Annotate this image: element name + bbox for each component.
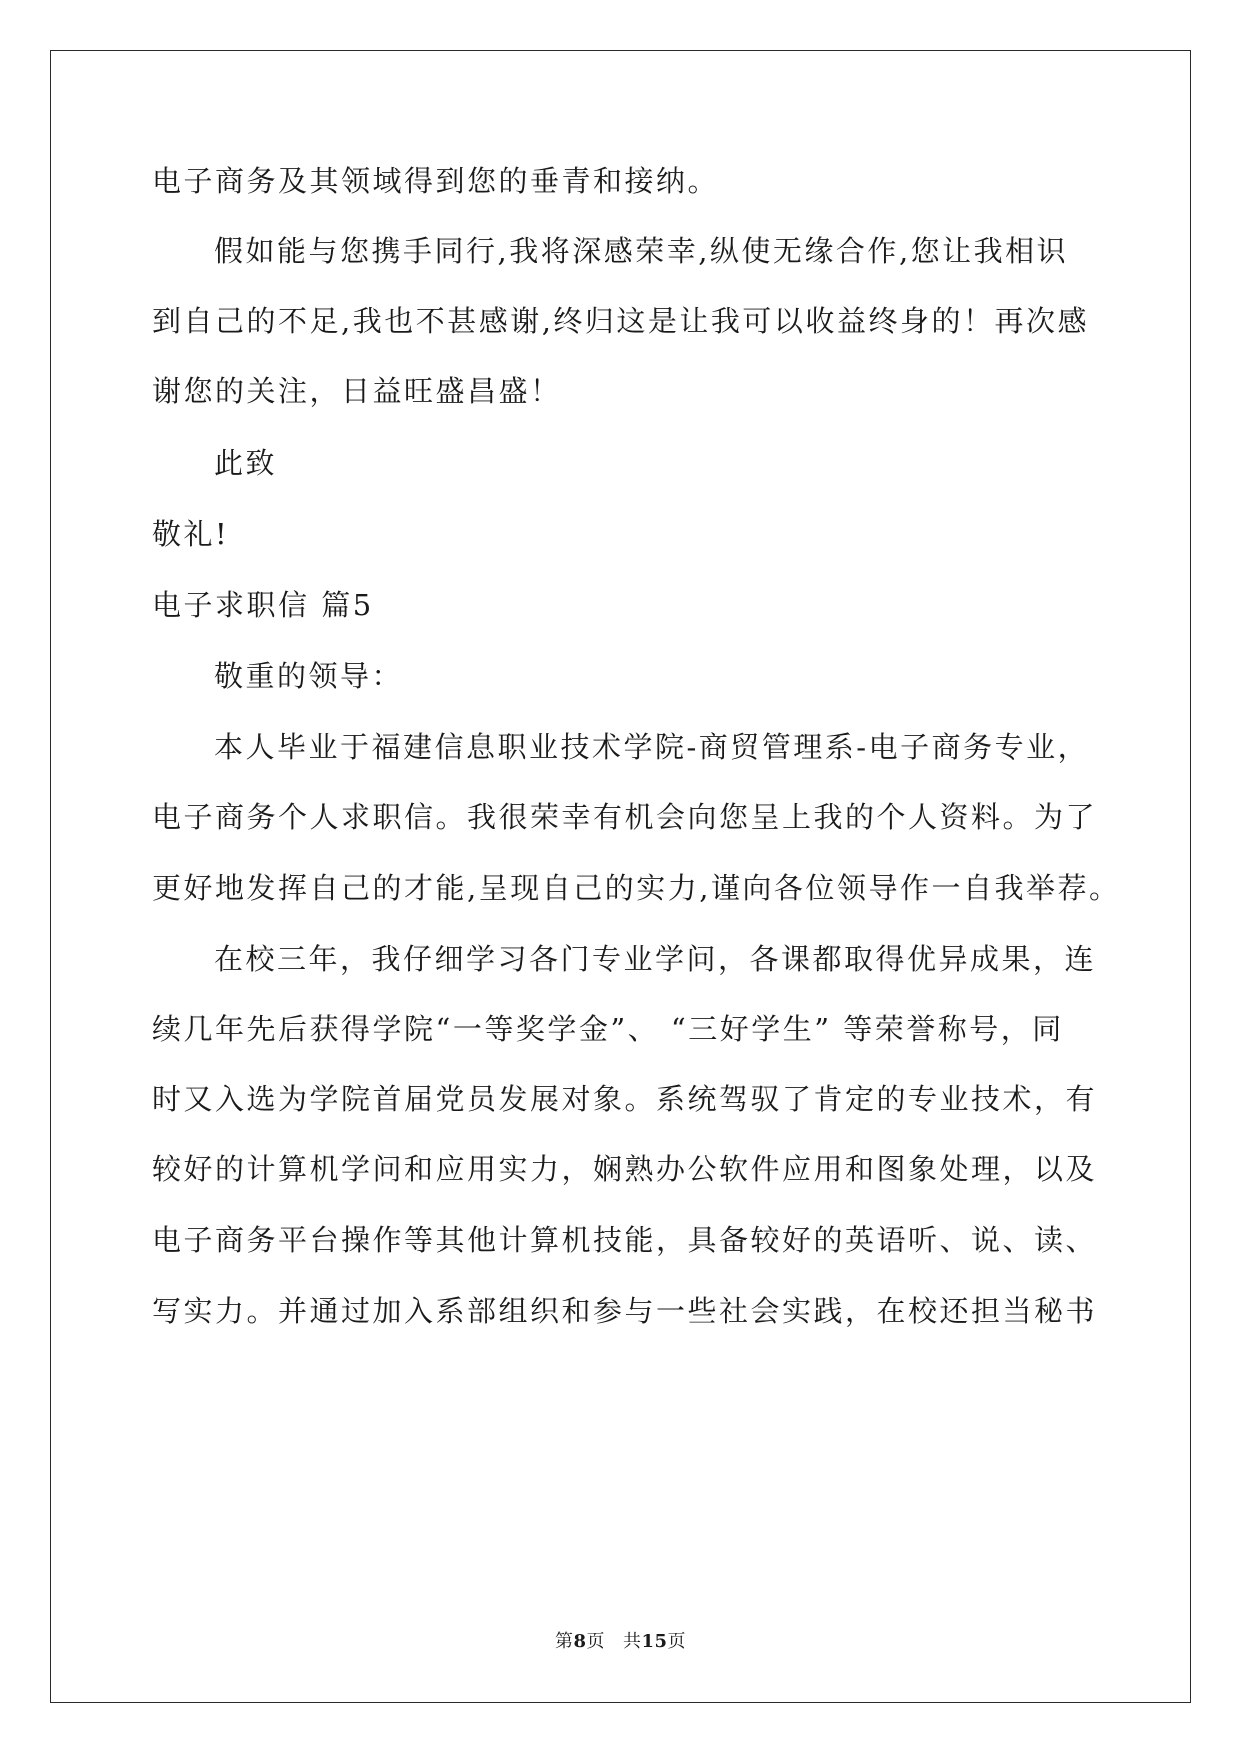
text-line: 本人毕业于福建信息职业技术学院-商贸管理系-电子商务专业， [214, 730, 1090, 764]
text-line: 谢您的关注，日益旺盛昌盛！ [152, 374, 562, 408]
section-heading: 电子求职信 篇5 [152, 588, 374, 622]
text-line: 更好地发挥自己的才能,呈现自己的实力,谨向各位领导作一自我举荐。 [152, 871, 1121, 905]
text-line: 假如能与您携手同行,我将深感荣幸,纵使无缘合作,您让我相识 [214, 234, 1069, 268]
footer-total-prefix: 共 [622, 1631, 642, 1652]
text-line: 较好的计算机学问和应用实力，娴熟办公软件应用和图象处理，以及 [152, 1152, 1098, 1186]
current-page-number: 8 [573, 1631, 587, 1652]
text-line: 在校三年，我仔细学习各门专业学问，各课都取得优异成果，连 [214, 942, 1097, 976]
total-page-count: 15 [641, 1631, 668, 1652]
text-line: 电子商务个人求职信。我很荣幸有机会向您呈上我的个人资料。为了 [152, 800, 1098, 834]
footer-page-unit: 页 [586, 1631, 605, 1652]
text-line: 电子商务及其领域得到您的垂青和接纳。 [152, 164, 720, 198]
page-footer [0, 1627, 1241, 1653]
text-line: 到自己的不足,我也不甚感谢,终归这是让我可以收益终身的！再次感 [152, 304, 1089, 338]
footer-total-unit: 页 [667, 1631, 687, 1652]
closing-phrase: 此致 [214, 446, 278, 480]
footer-prefix: 第 [554, 1631, 574, 1652]
salutation-closing: 敬礼! [152, 517, 230, 551]
text-line: 电子商务平台操作等其他计算机技能，具备较好的英语听、说、读、 [152, 1223, 1098, 1257]
greeting: 敬重的领导： [214, 659, 404, 693]
text-line: 续几年先后获得学院“一等奖学金”、 “三好学生” 等荣誉称号，同 [152, 1012, 1064, 1046]
text-line: 时又入选为学院首届党员发展对象。系统驾驭了肯定的专业技术，有 [152, 1082, 1098, 1116]
text-line: 写实力。并通过加入系部组织和参与一些社会实践，在校还担当秘书 [152, 1294, 1098, 1328]
